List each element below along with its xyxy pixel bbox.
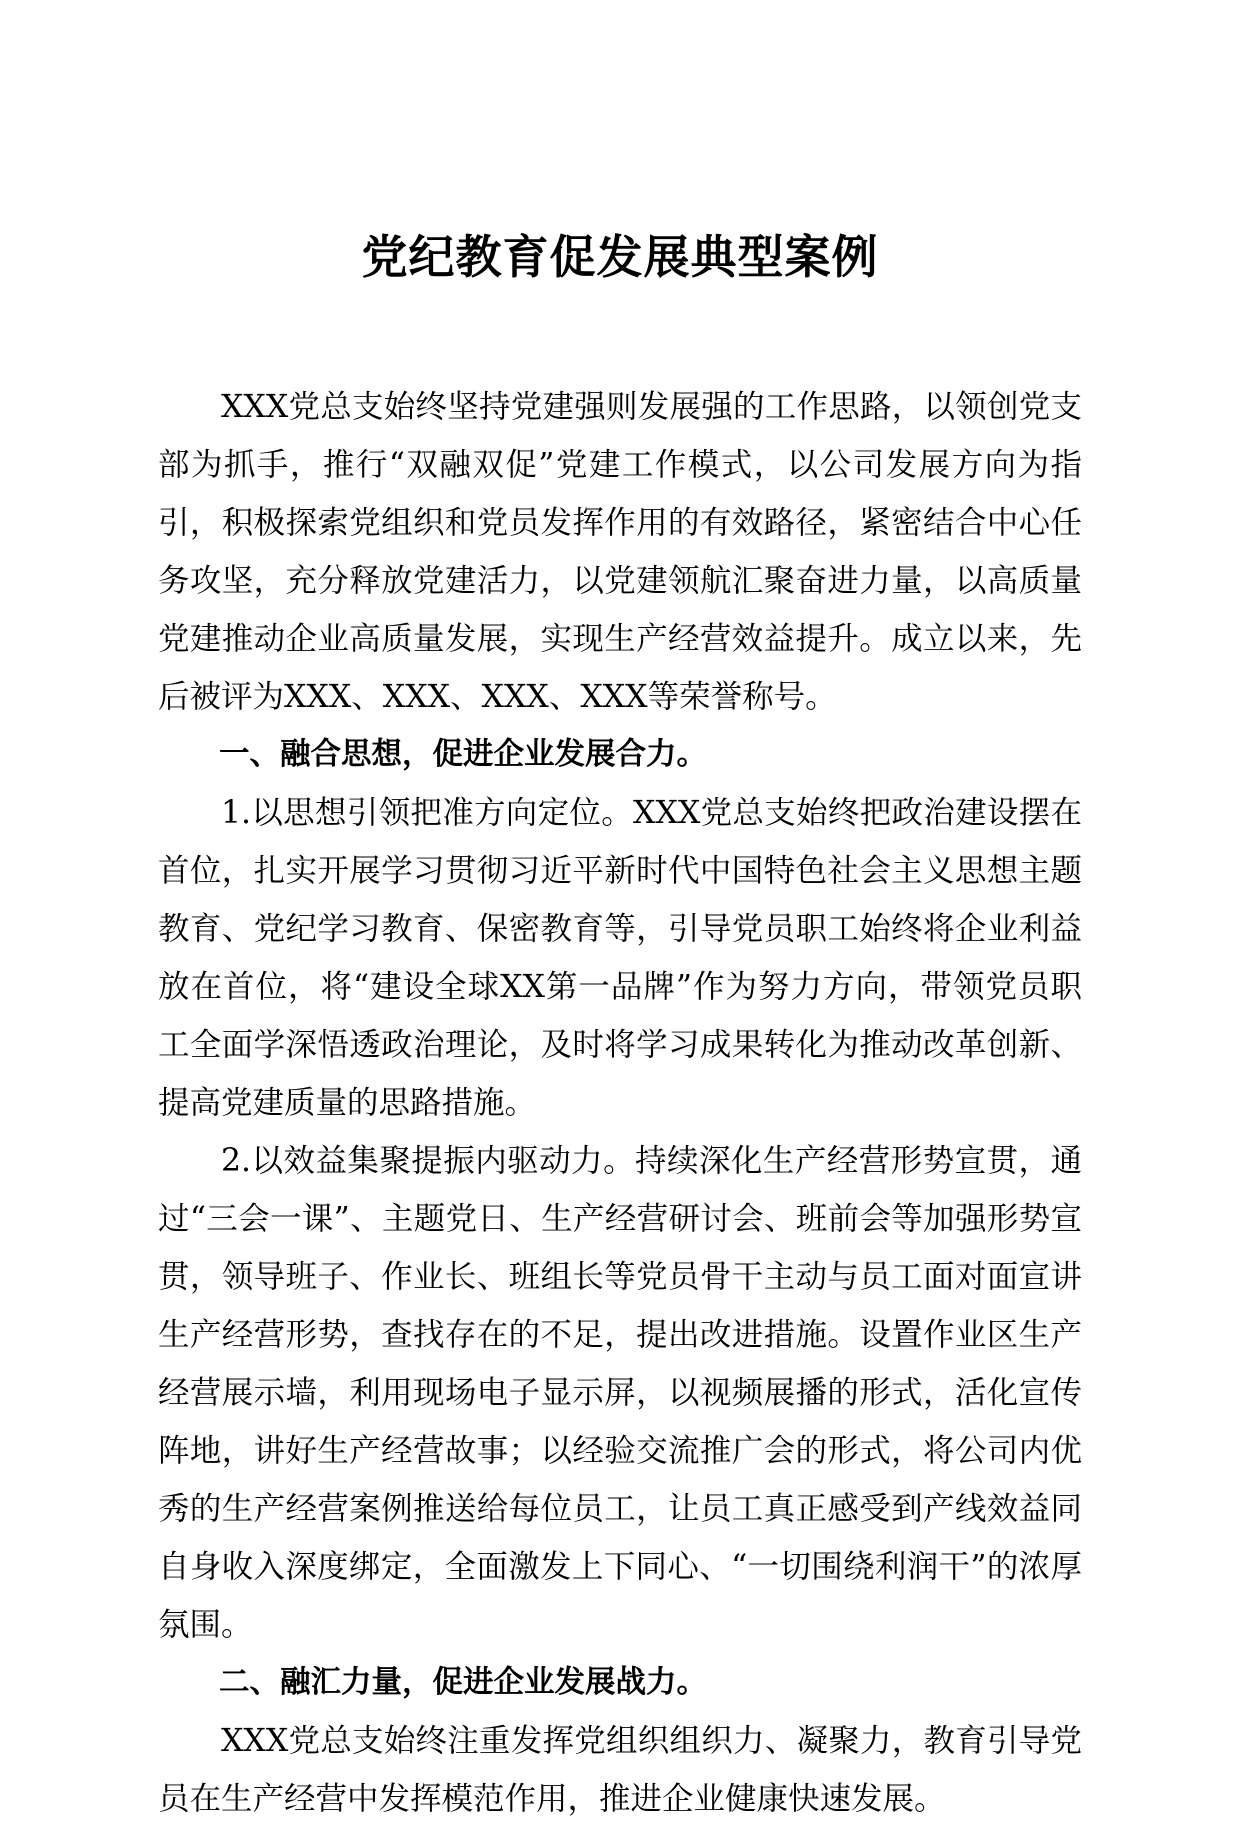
document-body [158, 378, 1082, 1828]
section-1-paragraph-1: 1.以思想引领把准方向定位。XXX党总支始终把政治建设摆在首位，扎实开展学习贯彻习近平新时代中国特色社会主义思想主题教育、党纪学习教育、保密教育等，引导党员职工始终将企业利益放在首位，将“建设全球XX第一品牌”作为努力方向，带领党员职工全面学深悟透政治理论，及时将学习成果转化为推动改革创新、提高党建质量的思路措施。 [158, 795, 1082, 1121]
document-title: 党纪教育促发展典型案例 [361, 230, 879, 284]
section-2-paragraph-1: XXX党总支始终注重发挥党组织组织力、凝聚力，教育引导党员在生产经营中发挥模范作用，推进企业健康快速发展。 [158, 1723, 1082, 1817]
section-heading-2: 二、融汇力量，促进企业发展战力。 [219, 1665, 707, 1700]
section-1-paragraph-2: 2.以效益集聚提振内驱动力。持续深化生产经营形势宣贯，通过“三会一课”、主题党日、生产经营研讨会、班前会等加强形势宣贯，领导班子、作业长、班组长等党员骨干主动与员工面对面宣讲生产经营形势，查找存在的不足，提出改进措施。设置作业区生产经营展示墙，利用现场电子显示屏，以视频展播的形式，活化宣传阵地，讲好生产经营故事；以经验交流推广会的形式，将公司内优秀的生产经营案例推送给每位员工，让员工真正感受到产线效益同自身收入深度绑定，全面激发上下同心、“一切围绕利润干”的浓厚氛围。 [158, 1143, 1082, 1643]
intro-paragraph: XXX党总支始终坚持党建强则发展强的工作思路，以领创党支部为抓手，推行“双融双促”党建工作模式，以公司发展方向为指引，积极探索党组织和党员发挥作用的有效路径，紧密结合中心任务攻坚，充分释放党建活力，以党建领航汇聚奋进力量，以高质量党建推动企业高质量发展，实现生产经营效益提升。成立以来，先后被评为XXX、XXX、XXX、XXX等荣誉称号。 [158, 389, 1082, 715]
section-heading-1: 一、融合思想，促进企业发展合力。 [219, 737, 707, 772]
